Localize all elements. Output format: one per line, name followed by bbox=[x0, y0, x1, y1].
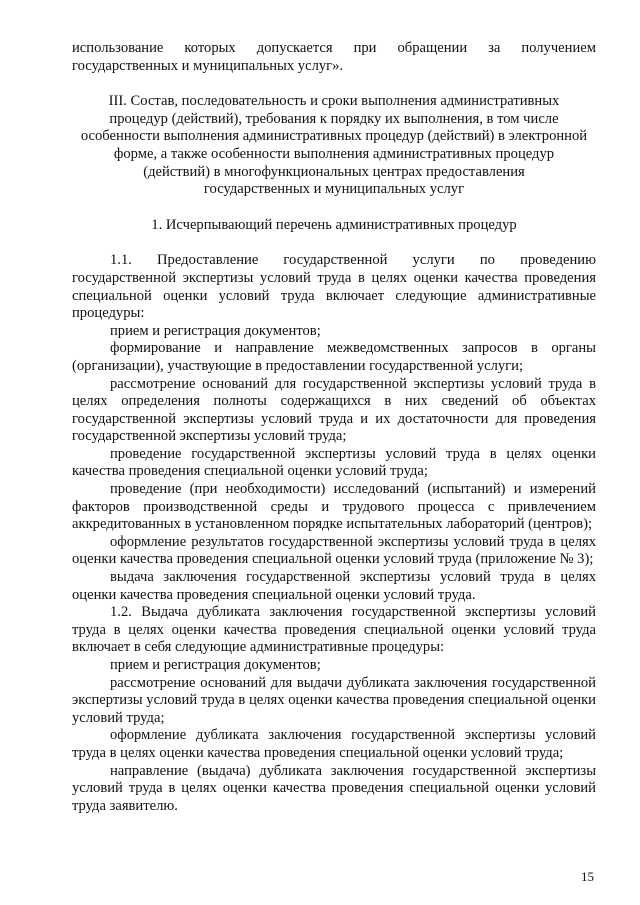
list-item: оформление дубликата заключения государственной экспертизы условий труда в целях оценки качества проведения специальной оценки условий труда; bbox=[72, 727, 596, 761]
section-title-line: форме, а также особенности выполнения административных процедур bbox=[113, 145, 555, 162]
list-item: выдача заключения государственной экспертизы условий труда в целях оценки качества проведения специальной оценки условий труда. bbox=[72, 569, 596, 603]
list-item: проведение государственной экспертизы условий труда в целях оценки качества проведения специальной оценки условий труда; bbox=[72, 445, 596, 480]
paragraph-1-2: 1.2. Выдача дубликата заключения государственной экспертизы условий труда в целях оценки качества проведения специальной оценки условий труда включает в себя следующие административные процедуры: bbox=[72, 604, 596, 656]
page-number: 15 bbox=[581, 869, 594, 884]
section-title bbox=[72, 93, 596, 199]
procedures-list bbox=[72, 252, 596, 815]
paragraph-1-1: 1.1. Предоставление государственной услуги по проведению государственной экспертизы условий труда в целях оценки качества проведения специальной оценки условий труда включает следующие административные процедуры: bbox=[72, 252, 596, 322]
section-title-line: III. Состав, последовательность и сроки выполнения административных bbox=[108, 93, 560, 110]
section-title-line: особенности выполнения административных процедур (действий) в электронной bbox=[80, 128, 588, 145]
list-item: оформление результатов государственной экспертизы условий труда в целях оценки качества проведения специальной оценки условий труда (приложение № 3); bbox=[72, 533, 596, 568]
list-item: рассмотрение оснований для выдачи дубликата заключения государственной экспертизы условий труда в целях оценки качества проведения специальной оценки условий труда; bbox=[72, 674, 596, 726]
section-title-line: процедур (действий), требования к порядку их выполнения, в том числе bbox=[109, 110, 559, 127]
section-title-line: (действий) в многофункциональных центрах предоставления bbox=[143, 163, 525, 180]
list-item: проведение (при необходимости) исследований (испытаний) и измерений факторов производственной среды и трудового процесса с привлечением аккредитованных в установленном порядке испытательных лабораторий (центров); bbox=[72, 481, 596, 533]
section-title-line: государственных и муниципальных услуг bbox=[203, 181, 465, 198]
subheading: 1. Исчерпывающий перечень административных процедур bbox=[151, 216, 517, 233]
list-item: направление (выдача) дубликата заключения государственной экспертизы условий труда в целях оценки качества проведения специальной оценки условий труда заявителю. bbox=[72, 762, 596, 814]
list-item: рассмотрение оснований для государственной экспертизы условий труда в целях определения полноты содержащихся в них сведений об объектах государственной экспертизы условий труда и их достаточности для проведения государственной экспертизы условий труда; bbox=[72, 375, 596, 445]
list-item: прием и регистрация документов; bbox=[110, 322, 321, 339]
document-page bbox=[72, 40, 596, 815]
intro-paragraph: использование которых допускается при обращении за получением государственных и муниципальных услуг». bbox=[72, 40, 596, 74]
list-item: формирование и направление межведомственных запросов в органы (организации), участвующие в предоставлении государственной услуги; bbox=[72, 340, 596, 374]
list-item: прием и регистрация документов; bbox=[110, 657, 321, 673]
